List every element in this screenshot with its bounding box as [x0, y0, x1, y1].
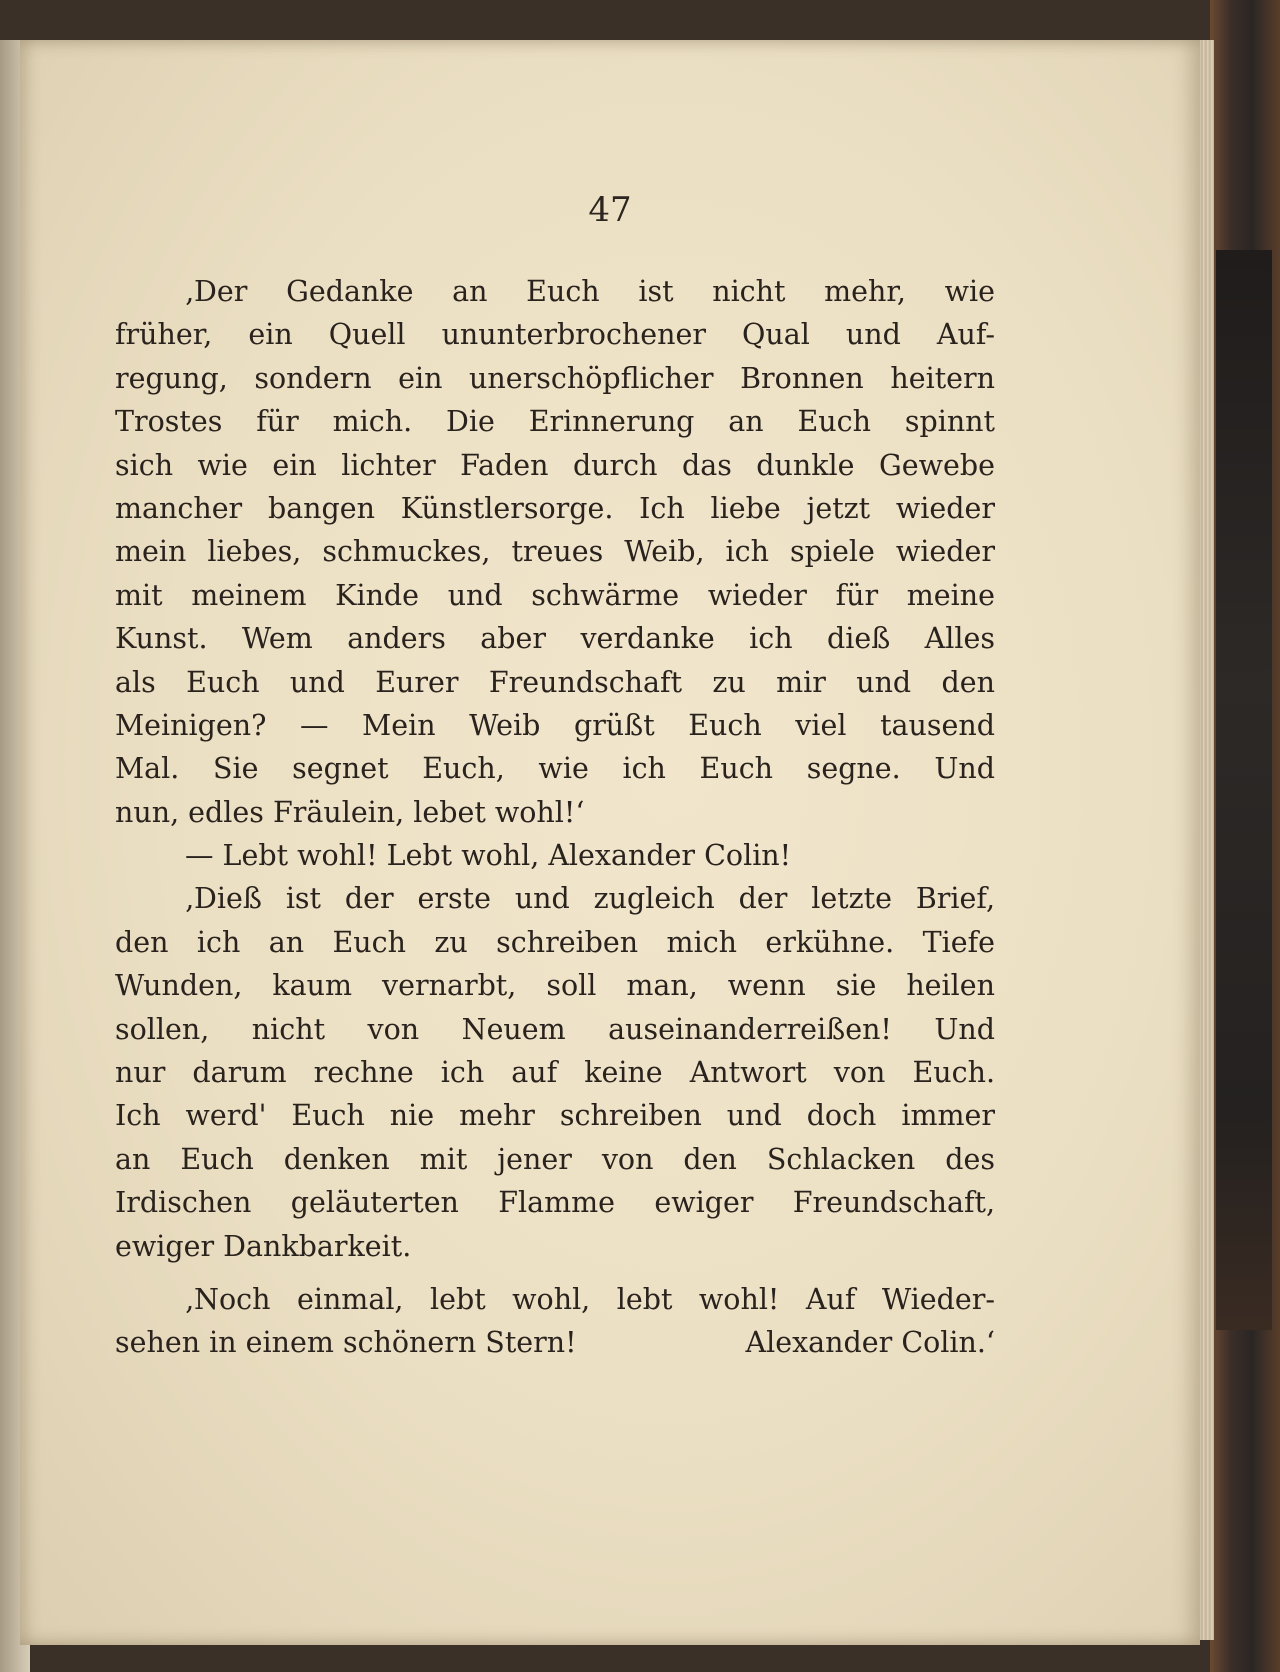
- text-line: ewiger Dankbarkeit.: [115, 1229, 412, 1263]
- text-line: Wunden, kaum vernarbt, soll man, wenn sie heilen: [115, 969, 995, 1003]
- text-line: Meinigen? — Mein Weib grüßt Euch viel tausend: [115, 708, 995, 742]
- text-line: den ich an Euch zu schreiben mich erkühne. Tiefe: [115, 925, 995, 959]
- text-line: nun, edles Fräulein, lebet wohl!‘: [115, 795, 585, 829]
- text-line: Kunst. Wem anders aber verdanke ich dieß Alles: [115, 622, 995, 656]
- text-line: sich wie ein lichter Faden durch das dunkle Gewebe: [115, 448, 995, 482]
- text-line: Irdischen geläuterten Flamme ewiger Freundschaft,: [115, 1186, 995, 1220]
- text-line: sehen in einem schönern Stern!: [115, 1326, 577, 1360]
- text-line: regung, sondern ein unerschöpflicher Bronnen heitern: [115, 361, 995, 395]
- text-line: Trostes für mich. Die Erinnerung an Euch spinnt: [115, 405, 995, 439]
- text-line: früher, ein Quell ununterbrochener Qual und Auf-: [115, 318, 995, 352]
- text-line: mit meinem Kinde und schwärme wieder für meine: [115, 578, 995, 612]
- text-line: Mal. Sie segnet Euch, wie ich Euch segne. Und: [115, 752, 995, 786]
- book-cover-board: [1210, 0, 1280, 1672]
- text-line: mancher bangen Künstlersorge. Ich liebe jetzt wieder: [115, 491, 995, 525]
- closing-line: [115, 1321, 995, 1364]
- text-line: ‚Der Gedanke an Euch ist nicht mehr, wie: [185, 275, 995, 308]
- page-number: 47: [588, 190, 632, 230]
- page-text: [115, 270, 995, 1365]
- text-line: ‚Dieß ist der erste und zugleich der letzte Brief,: [185, 882, 995, 916]
- text-line: nur darum rechne ich auf keine Antwort von Euch.: [115, 1056, 995, 1090]
- text-line: sollen, nicht von Neuem auseinanderreißen! Und: [115, 1012, 995, 1046]
- text-line: als Euch und Eurer Freundschaft zu mir und den: [115, 665, 995, 699]
- text-line: an Euch denken mit jener von den Schlacken des: [115, 1142, 995, 1176]
- text-line: ‚Noch einmal, lebt wohl, lebt wohl! Auf Wieder-: [185, 1282, 995, 1316]
- text-line: Ich werd' Euch nie mehr schreiben und doch immer: [115, 1099, 995, 1133]
- book-page: [20, 40, 1200, 1645]
- text-line: mein liebes, schmuckes, treues Weib, ich spiele wieder: [115, 535, 995, 569]
- signature: Alexander Colin.‘: [745, 1326, 995, 1360]
- text-line: — Lebt wohl! Lebt wohl, Alexander Colin!: [185, 839, 792, 873]
